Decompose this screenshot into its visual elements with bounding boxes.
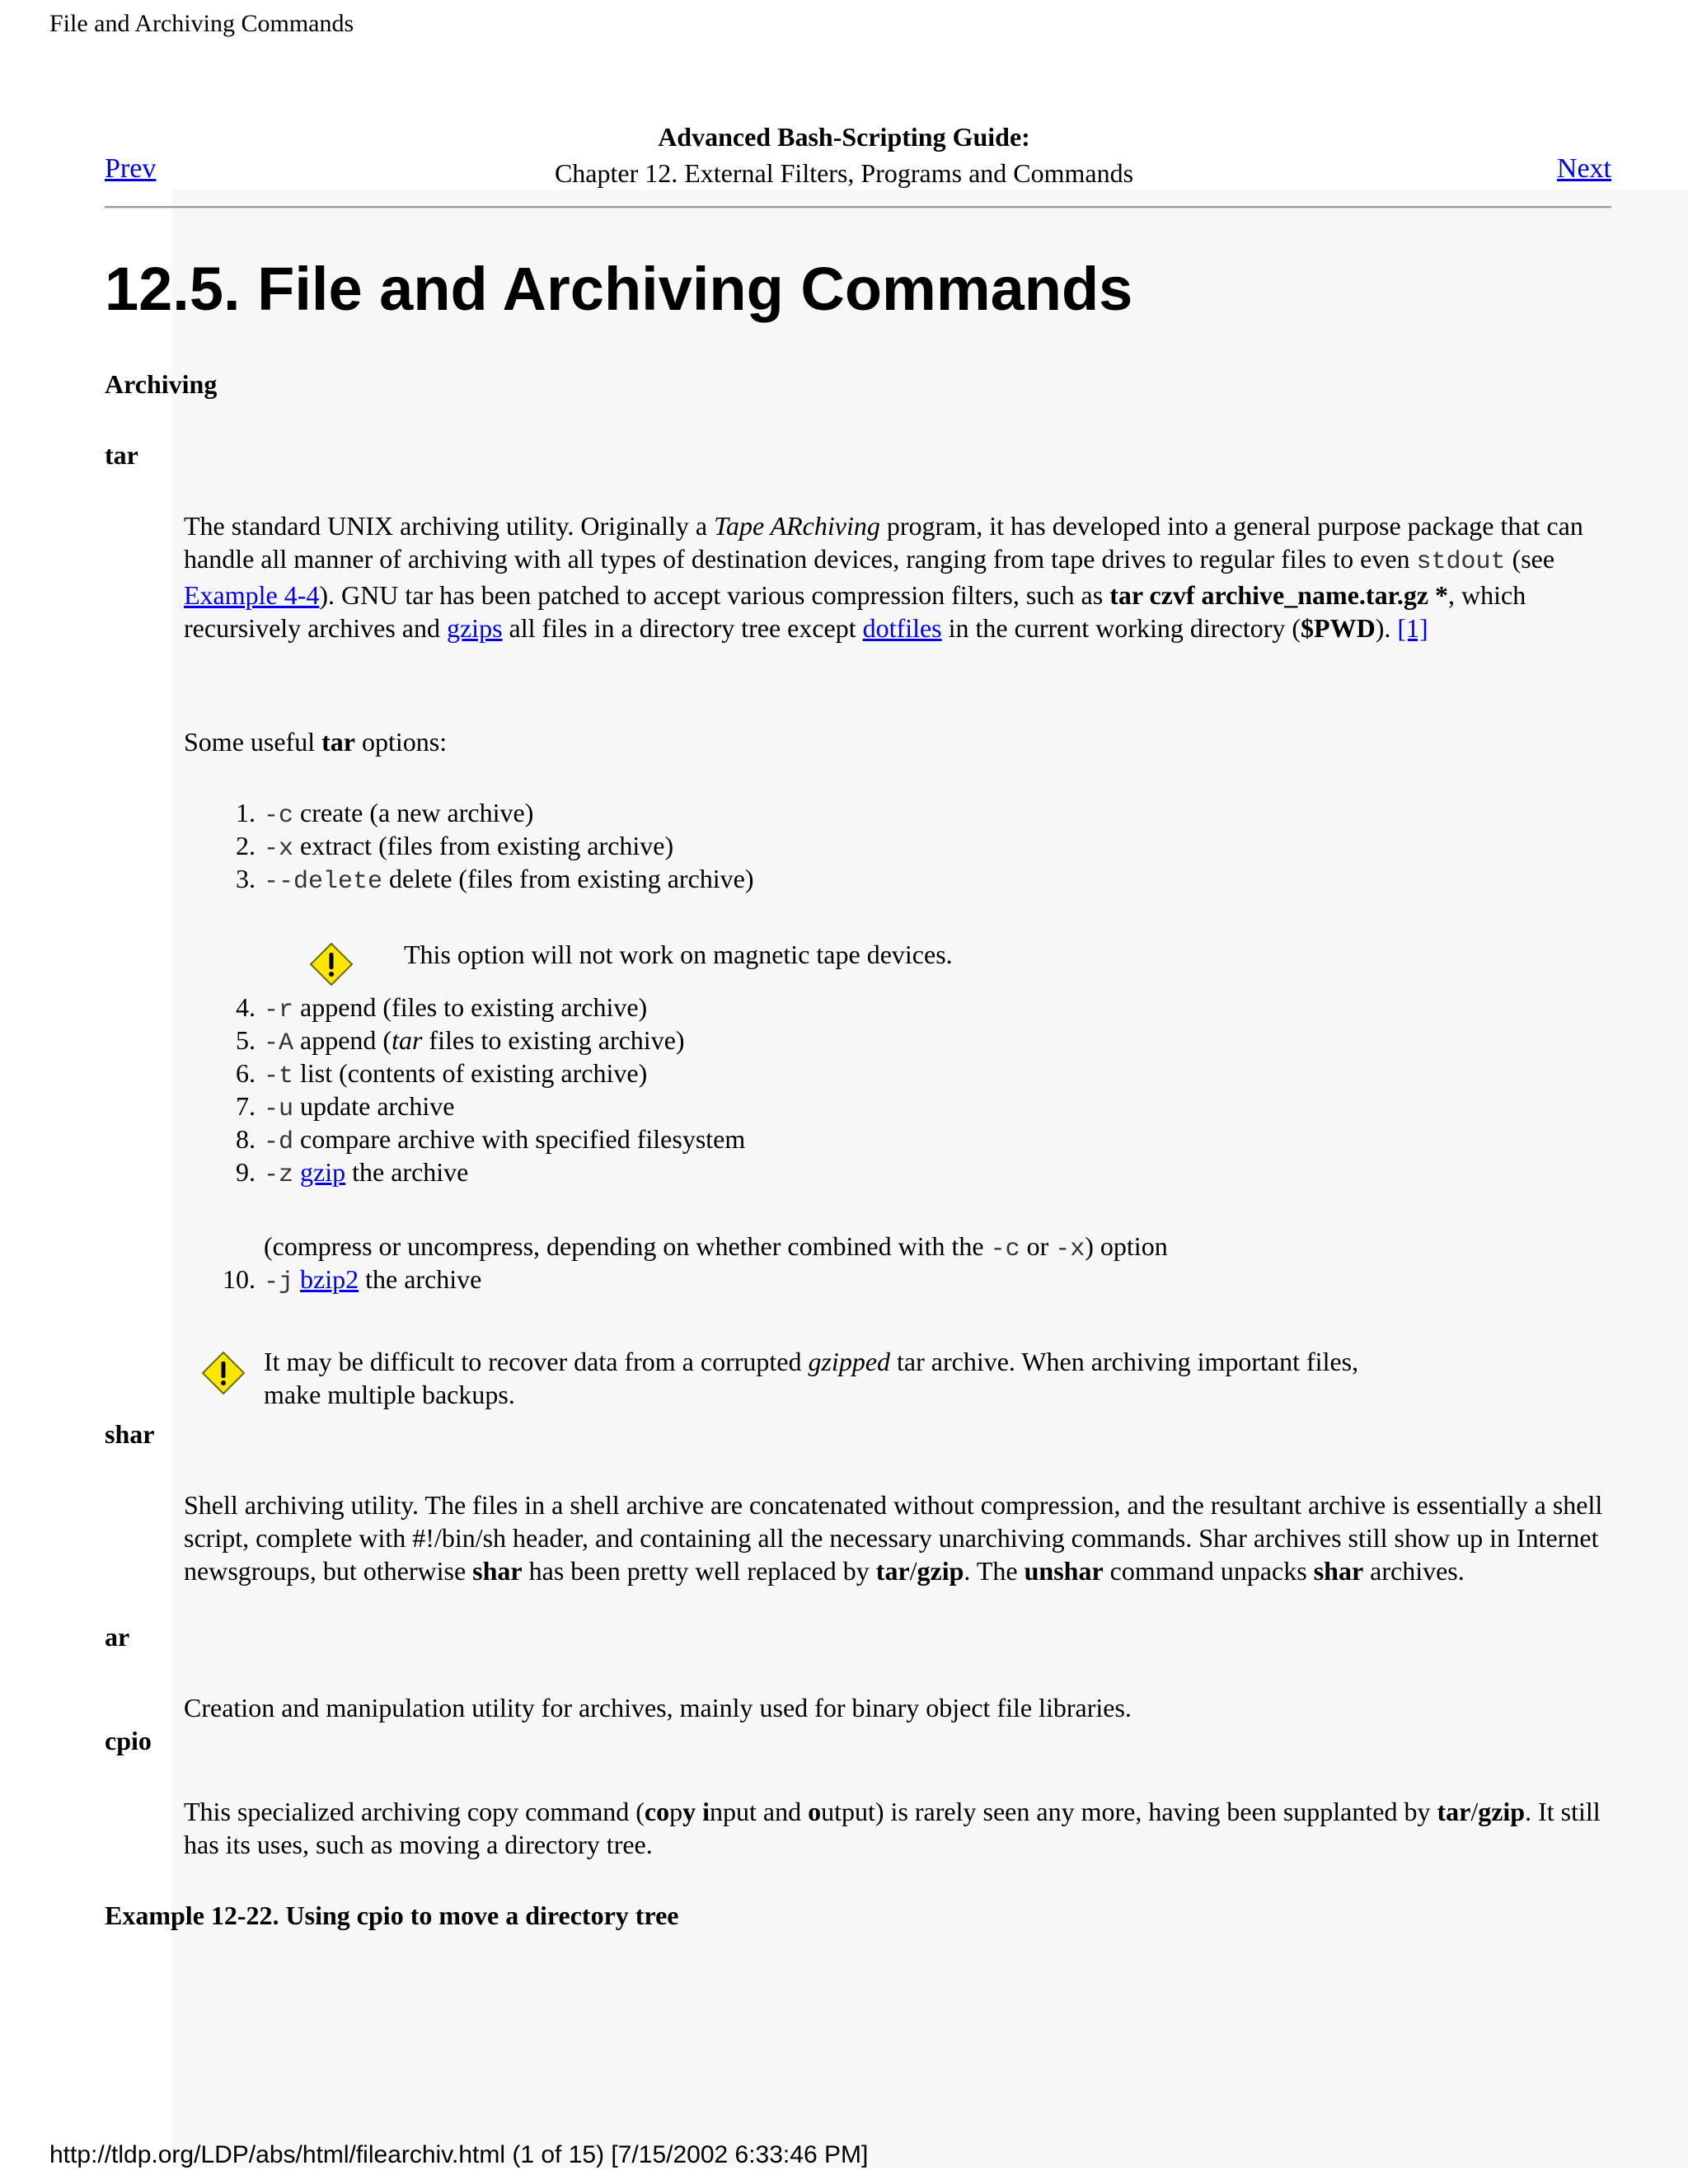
list-item	[211, 1155, 468, 1192]
item-number: 9.	[236, 1157, 256, 1187]
bold-shar: shar	[1313, 1556, 1364, 1586]
option-desc: create (a new archive)	[293, 798, 534, 827]
option-flag: -j	[264, 1268, 294, 1296]
subheading-archiving: Archiving	[105, 369, 218, 399]
item-number: 1.	[236, 798, 256, 827]
cpio-description	[184, 1795, 1614, 1861]
text: (see	[1505, 544, 1555, 574]
option-desc: delete (files from existing archive)	[382, 864, 754, 893]
warning-icon	[200, 1350, 246, 1396]
option-flag: -A	[264, 1029, 294, 1057]
bold-gzip: gzip	[917, 1556, 964, 1586]
bold-tar: tar	[1437, 1797, 1471, 1826]
text: options:	[354, 727, 448, 757]
gzip-warning	[264, 1345, 1500, 1411]
text: . It still has its uses, such as moving a directory tree.	[184, 1797, 1601, 1859]
list-item	[211, 1122, 745, 1159]
section-title: 12.5. File and Archiving Commands	[105, 255, 1133, 323]
chapter-title: Chapter 12. External Filters, Programs and Commands	[554, 158, 1134, 188]
option-flag: -x	[264, 835, 294, 863]
next-link[interactable]: Next	[1556, 153, 1611, 184]
item-number: 6.	[236, 1058, 256, 1088]
bold: co	[644, 1797, 670, 1826]
delete-note: This option will not work on magnetic tape devices.	[404, 940, 953, 969]
header-divider	[105, 206, 1611, 209]
bold: y	[682, 1797, 696, 1826]
tar-bold: tar	[321, 727, 355, 757]
option-desc: append (	[293, 1025, 392, 1055]
option-flag: -r	[264, 996, 294, 1024]
text: ) option	[1085, 1231, 1168, 1261]
code-x: -x	[1055, 1235, 1085, 1263]
gzip-option-note	[264, 1230, 1168, 1266]
text: Some useful	[184, 727, 322, 757]
shar-description	[184, 1488, 1614, 1587]
item-number: 5.	[236, 1025, 256, 1055]
option-desc: append (files to existing archive)	[293, 992, 648, 1022]
example-4-4-link[interactable]: Example 4-4	[184, 580, 320, 610]
term-tar: tar	[105, 440, 138, 470]
option-flag: -t	[264, 1062, 294, 1090]
option-desc: files to existing archive)	[422, 1025, 685, 1055]
text: /	[1470, 1797, 1479, 1826]
text: archives.	[1363, 1556, 1465, 1586]
bold-shar: shar	[472, 1556, 523, 1586]
text: nput and	[710, 1797, 809, 1826]
text: /	[909, 1556, 917, 1586]
item-number: 4.	[236, 992, 256, 1022]
text: (compress or uncompress, depending on whether combined with the	[264, 1231, 991, 1261]
text: has been pretty well replaced by	[522, 1556, 876, 1586]
tar-options-intro	[184, 725, 1614, 758]
tar-description	[184, 509, 1614, 644]
option-desc: update archive	[293, 1091, 455, 1121]
gzips-link[interactable]: gzips	[446, 613, 503, 643]
ar-description: Creation and manipulation utility for archives, mainly used for binary object file libraries.	[184, 1693, 1132, 1722]
emphasis: tar	[392, 1025, 423, 1055]
text: It may be difficult to recover data from a corrupted	[264, 1347, 809, 1376]
text: , which recursively archives and	[184, 580, 1526, 643]
option-flag: -u	[264, 1095, 294, 1123]
list-item	[211, 862, 754, 898]
code-c: -c	[990, 1235, 1020, 1263]
page-footer-url: http://tldp.org/LDP/abs/html/filearchiv.html (1 of 15) [7/15/2002 6:33:46 PM]	[49, 2141, 869, 2168]
list-item	[211, 1024, 685, 1060]
term-shar: shar	[105, 1419, 155, 1449]
emphasis: Tape ARchiving	[714, 511, 880, 541]
text: ). GNU tar has been patched to accept various compression filters, such as	[319, 580, 1110, 610]
text: command unpacks	[1103, 1556, 1314, 1586]
text: make multiple backups.	[264, 1380, 515, 1409]
text: or	[1020, 1231, 1056, 1261]
option-desc: the archive	[359, 1264, 482, 1294]
bold: i	[702, 1797, 710, 1826]
footnote-link[interactable]: [1]	[1397, 613, 1428, 643]
item-number: 8.	[236, 1124, 256, 1154]
item-number: 3.	[236, 864, 256, 893]
option-desc: compare archive with specified filesystem	[293, 1124, 746, 1154]
emphasis: gzipped	[808, 1347, 891, 1376]
item-number: 2.	[236, 831, 256, 860]
term-cpio: cpio	[105, 1726, 152, 1755]
dotfiles-link[interactable]: dotfiles	[862, 613, 942, 643]
list-item	[211, 1090, 454, 1126]
bold-gzip: gzip	[1478, 1797, 1526, 1826]
item-number: 7.	[236, 1091, 256, 1121]
example-title: Example 12-22. Using cpio to move a directory tree	[105, 1900, 679, 1930]
text: . The	[964, 1556, 1025, 1586]
guide-title: Advanced Bash-Scripting Guide:	[658, 122, 1030, 152]
option-desc: list (contents of existing archive)	[293, 1058, 648, 1088]
gzip-link[interactable]: gzip	[300, 1157, 346, 1187]
text: tar archive. When archiving important files,	[890, 1347, 1359, 1376]
option-flag: -z	[264, 1161, 294, 1189]
option-flag: -c	[264, 802, 294, 830]
list-item	[211, 991, 647, 1027]
bold: o	[808, 1797, 822, 1826]
bold-unshar: unshar	[1024, 1556, 1104, 1586]
item-number: 10.	[223, 1264, 256, 1294]
text: p	[669, 1797, 683, 1826]
command-example: tar czvf archive_name.tar.gz *	[1109, 580, 1449, 610]
text: This specialized archiving copy command (	[184, 1797, 645, 1826]
text	[696, 1797, 702, 1826]
term-ar: ar	[105, 1622, 130, 1652]
warning-icon	[308, 941, 354, 987]
prev-link[interactable]: Prev	[105, 153, 157, 184]
page-label: File and Archiving Commands	[49, 10, 354, 37]
option-desc: extract (files from existing archive)	[293, 831, 674, 860]
text: program, it has developed into a general purpose package that can handle all manner of archiving with all types of destination devices, ranging from tape drives to regular files to even	[184, 511, 1583, 574]
option-flag: -d	[264, 1128, 294, 1156]
list-item	[211, 1263, 481, 1299]
list-item	[211, 796, 533, 832]
option-flag: --delete	[264, 868, 383, 896]
list-item	[211, 829, 673, 865]
bzip2-link[interactable]: bzip2	[300, 1264, 359, 1294]
text: utput) is rarely seen any more, having been supplanted by	[821, 1797, 1437, 1826]
bold-tar: tar	[875, 1556, 910, 1586]
text: ).	[1375, 613, 1398, 643]
code-stdout: stdout	[1416, 548, 1506, 576]
pwd-variable: $PWD	[1301, 613, 1376, 643]
text: Shell archiving utility. The files in a shell archive are concatenated without compression, and the resultant archive is essentially a shell script, complete with #!/bin/sh header, and containing all the necessary unarchiving commands. Shar archives still show up in Internet newsgroups, but otherwise	[184, 1490, 1603, 1586]
text: in the current working directory (	[941, 613, 1301, 643]
option-desc: the archive	[345, 1157, 469, 1187]
text: The standard UNIX archiving utility. Originally a	[184, 511, 715, 541]
list-item	[211, 1057, 647, 1093]
text: all files in a directory tree except	[502, 613, 863, 643]
